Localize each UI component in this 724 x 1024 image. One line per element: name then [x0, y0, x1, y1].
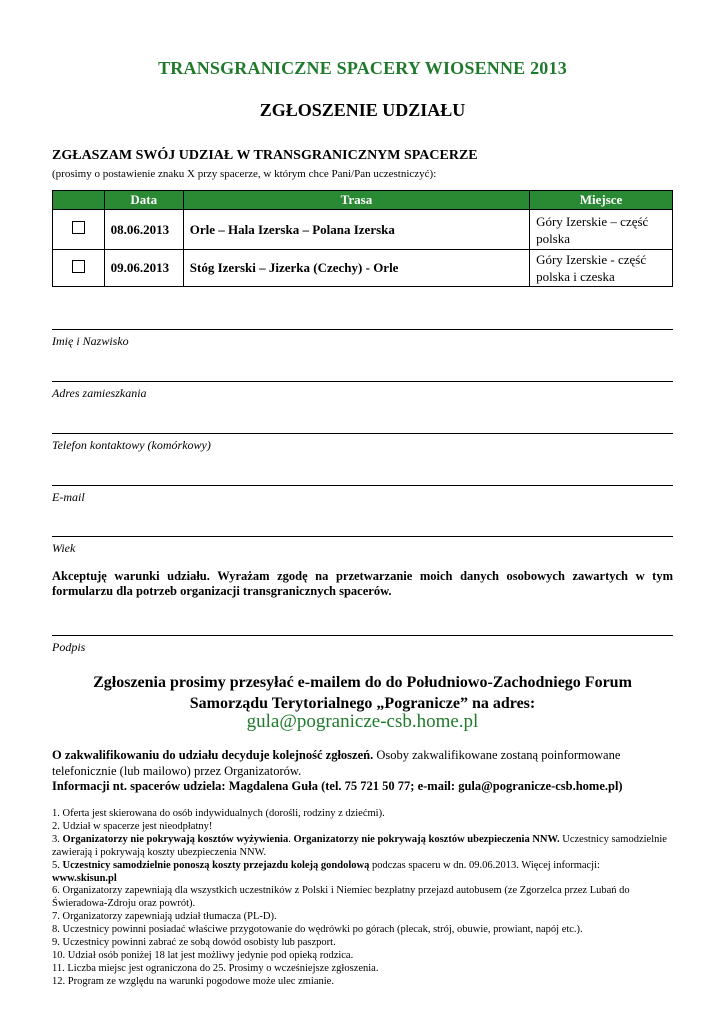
term-5-bold: Uczestnicy samodzielnie ponoszą koszty przejazdu koleją gondolową [62, 859, 370, 871]
age-field-label: Wiek [52, 541, 76, 555]
list-item: 8. Uczestnicy powinni posiadać właściwe przygotowanie do wędrówki po górach (plecak, strój, obuwie, prowiant, napój etc.). [52, 924, 583, 936]
list-item: 12. Program ze względu na warunki pogodowe może ulec zmianie. [52, 975, 334, 987]
signature-field-line[interactable] [52, 635, 673, 636]
walk-2-route: Stóg Izerski – Jizerka (Czechy) - Orle [183, 250, 529, 287]
header-place: Miejsce [530, 191, 673, 210]
walks-table [52, 190, 673, 287]
contact-info: Informacji nt. spacerów udziela: Magdalena Guła (tel. 75 721 50 77; e-mail: gula@pogranicze-csb.home.pl) [52, 779, 623, 793]
email-field-label: E-mail [52, 490, 85, 504]
page-title: TRANSGRANICZNE SPACERY WIOSENNE 2013 [158, 58, 567, 78]
list-item: 6. Organizatorzy zapewniają dla wszystkich uczestników z Polski i Niemiec bezpłatny przejazd autobusem (ze Zgorzelca przez Lubań do Świeradowa-Zdroju oraz powrót). [52, 885, 630, 910]
name-field-line[interactable] [52, 329, 673, 330]
submission-email-link[interactable]: gula@pogranicze-csb.home.pl [246, 711, 479, 732]
walk-1-checkbox-cell[interactable] [53, 210, 105, 250]
table-row [53, 250, 673, 287]
terms-list [52, 808, 673, 989]
walk-2-checkbox-cell[interactable] [53, 250, 105, 287]
list-item: 10. Udział osób poniżej 18 lat jest możliwy jedynie pod opieką rodzica. [52, 949, 354, 961]
list-item: 1. Oferta jest skierowana do osób indywidualnych (dorośli, rodziny z dziećmi). [52, 808, 385, 819]
term-5-rest: podczas spaceru w dn. 09.06.2013. Więcej informacji: [369, 859, 600, 871]
walk-1-date: 08.06.2013 [104, 210, 183, 250]
declaration-heading: ZGŁASZAM SWÓJ UDZIAŁ W TRANSGRANICZNYM SPACERZE [52, 148, 478, 163]
list-item [52, 834, 673, 860]
walk-1-checkbox[interactable] [72, 221, 85, 234]
email-field-line[interactable] [52, 485, 673, 486]
address-field-line[interactable] [52, 381, 673, 382]
header-checkbox-column [53, 191, 105, 210]
term-3-number: 3. [52, 833, 63, 845]
walk-2-checkbox[interactable] [72, 260, 85, 273]
term-3-rest: Uczestnicy samodzielnie zawierają i pokrywają koszty ubezpieczenia NNW. [52, 833, 667, 858]
submission-line-2: Samorządu Terytorialnego „Pogranicze” na adres: [189, 695, 536, 712]
list-item: 9. Uczestnicy powinni zabrać ze sobą dowód osobisty lub paszport. [52, 937, 336, 949]
declaration-note: (prosimy o postawienie znaku X przy spacerze, w którym chce Pani/Pan uczestniczyć): [52, 168, 437, 180]
list-item [52, 860, 673, 886]
signature-field-label: Podpis [52, 640, 86, 654]
term-3-bold-2: Organizatorzy nie pokrywają kosztów ubezpieczenia NNW. [293, 833, 560, 845]
phone-field-label: Telefon kontaktowy (komórkowy) [52, 438, 211, 452]
walk-2-place: Góry Izerskie - część polska i czeska [530, 250, 673, 287]
walk-1-place: Góry Izerskie – część polska [530, 210, 673, 250]
name-field-label: Imię i Nazwisko [52, 334, 129, 348]
age-field-line[interactable] [52, 536, 673, 537]
address-field-label: Adres zamieszkania [52, 386, 147, 400]
walk-1-route: Orle – Hala Izerska – Polana Izerska [183, 210, 529, 250]
qualification-note [52, 747, 673, 779]
table-row [53, 210, 673, 250]
page-subtitle: ZGŁOSZENIE UDZIAŁU [259, 100, 466, 120]
walk-2-date: 09.06.2013 [104, 250, 183, 287]
term-3-bold-1: Organizatorzy nie pokrywają kosztów wyżywienia [62, 833, 289, 845]
list-item: 2. Udział w spacerze jest nieodpłatny! [52, 820, 213, 832]
qualification-bold: O zakwalifikowaniu do udziału decyduje kolejność zgłoszeń. [52, 748, 374, 762]
term-5-number: 5. [52, 859, 63, 871]
header-route: Trasa [183, 191, 529, 210]
qualification-rest: Osoby zakwalifikowane zostaną poinformowane telefonicznie (lub mailowo) przez Organizatorów. [52, 748, 621, 778]
table-header-row [53, 191, 673, 210]
consent-statement: Akceptuję warunki udziału. Wyrażam zgodę na przetwarzanie moich danych osobowych zawartych w tym formularzu dla potrzeb organizacji transgranicznych spacerów. [52, 569, 673, 598]
skisun-link[interactable]: www.skisun.pl [52, 872, 117, 884]
header-date: Data [104, 191, 183, 210]
phone-field-line[interactable] [52, 433, 673, 434]
term-3-sep: . [288, 833, 294, 845]
list-item: 7. Organizatorzy zapewniają udział tłumacza (PL-D). [52, 911, 277, 923]
submission-instructions [52, 672, 673, 714]
list-item: 11. Liczba miejsc jest ograniczona do 25. Prosimy o wcześniejsze zgłoszenia. [52, 962, 379, 974]
submission-line-1: Zgłoszenia prosimy przesyłać e-mailem do do Południowo-Zachodniego Forum [93, 674, 632, 691]
